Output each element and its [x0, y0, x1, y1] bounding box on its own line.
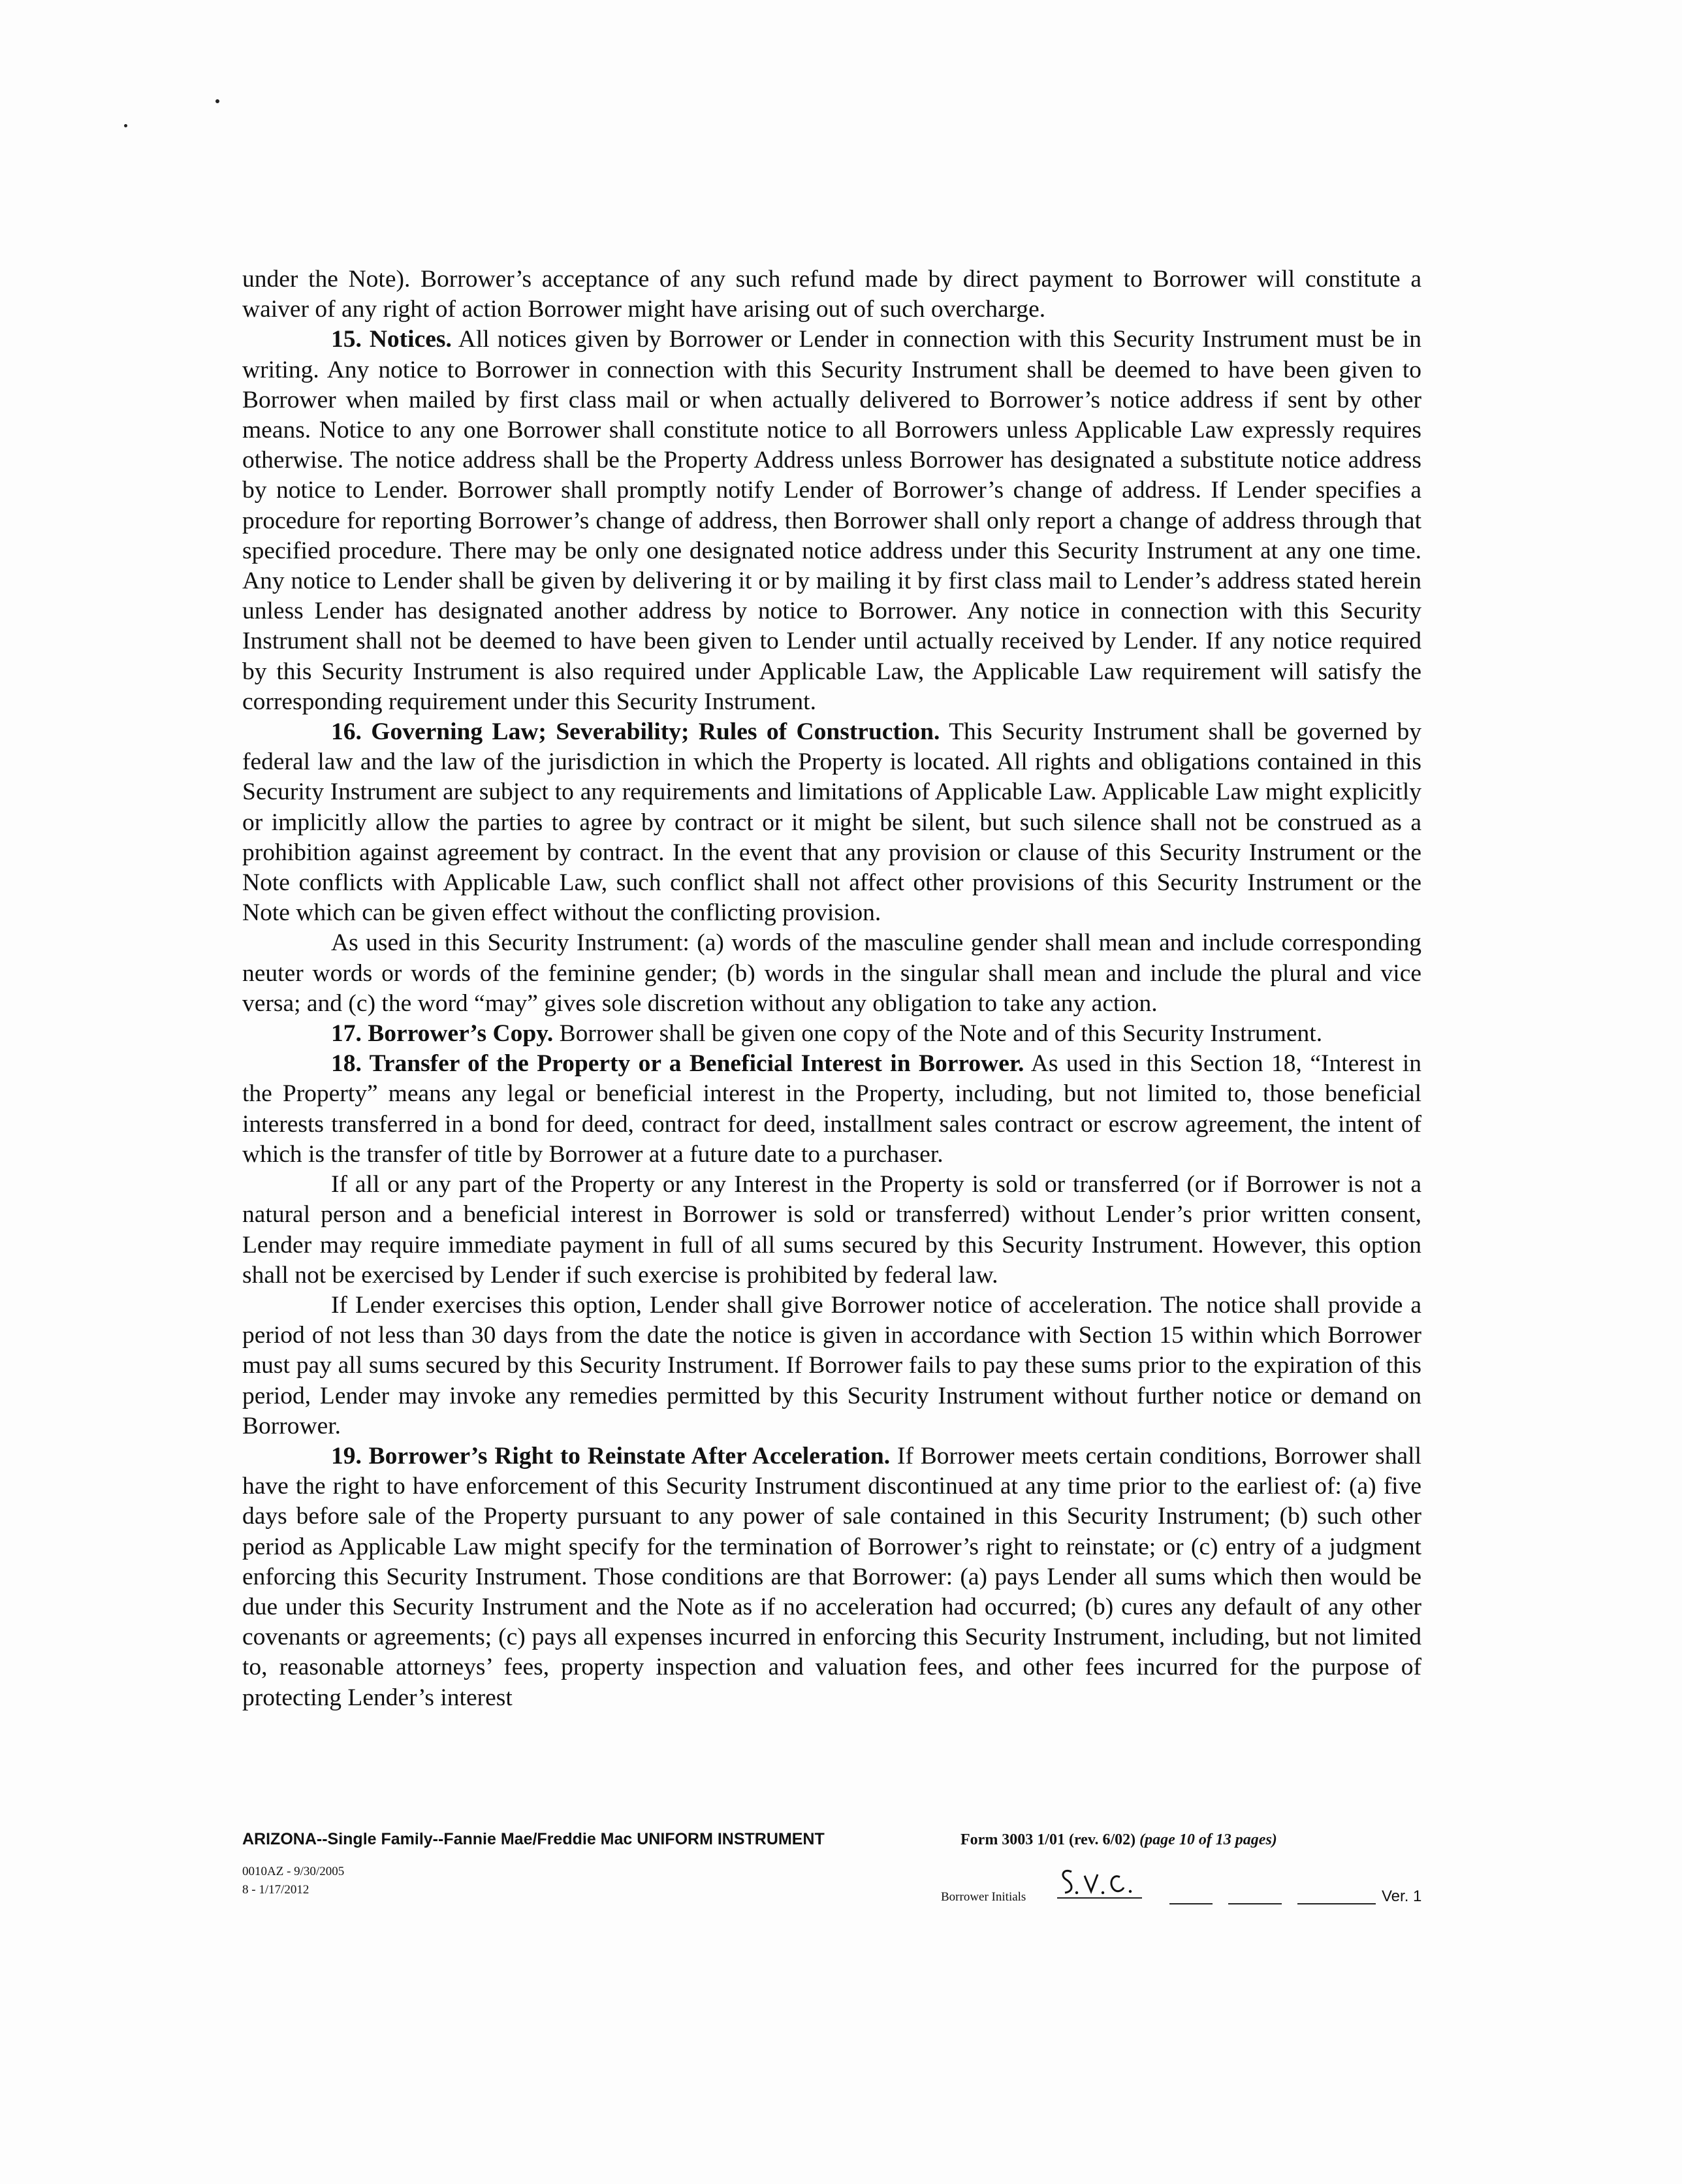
borrower-initials-row [941, 1868, 1424, 1907]
initials-blank [1297, 1903, 1376, 1904]
initials-blank [1169, 1903, 1213, 1904]
section-text: If Borrower meets certain conditions, Borrower shall have the right to have enforcement of this Security Instrument discontinued at any time prior to the earliest of: (a) five days before sale of the Property pursuant to any power of sale contained in this Security Instrument; (b) such other period as Applicable Law might specify for the termination of Borrower’s right to reinstate; or (c) entry of a judgment enforcing this Security Instrument. Those conditions are that Borrower: (a) pays Lender all sums which then would be due under this Security Instrument and the Note as if no acceleration had occurred; (b) cures any default of any other covenants or agreements; (c) pays all expenses incurred in enforcing this Security Instrument, including, but not limited to, reasonable attorneys’ fees, property inspection and valuation fees, and other fees incurred for the purpose of protecting Lender’s interest [242, 1442, 1421, 1711]
doc-date: 8 - 1/17/2012 [242, 1883, 309, 1897]
doc-code: 0010AZ - 9/30/2005 [242, 1865, 345, 1878]
document-codes [242, 1863, 344, 1899]
section-heading: 17. Borrower’s Copy. [331, 1020, 554, 1048]
initials-blank [1228, 1903, 1282, 1904]
section-15 [242, 325, 1421, 717]
section-18-continued: If all or any part of the Property or any Interest in the Property is sold or transferred (or if Borrower is not a natural person and a beneficial interest in Borrower is sold or transferred) without Lender’s prior written consent, Lender may require immediate payment in full of all sums secured by this Security Instrument. However, this option shall not be exercised by Lender if such exercise is prohibited by federal law. [242, 1171, 1421, 1289]
section-text: Borrower shall be given one copy of the Note and of this Security Instrument. [553, 1020, 1323, 1048]
form-info [960, 1831, 1277, 1849]
section-16-continued: As used in this Security Instrument: (a) words of the masculine gender shall mean and include corresponding neuter words or words of the feminine gender; (b) words in the singular shall mean and include the plural and vice versa; and (c) the word “may” gives sole discretion without any obligation to take any action. [242, 929, 1421, 1017]
version-label: Ver. 1 [1382, 1887, 1422, 1905]
section-heading: 16. Governing Law; Severability; Rules of Construction. [331, 718, 940, 746]
section-heading: 19. Borrower’s Right to Reinstate After Acceleration. [331, 1442, 891, 1469]
page-label: (page 10 of 13 pages) [1139, 1831, 1277, 1848]
section-17 [242, 1019, 1421, 1049]
handwritten-initials [1057, 1863, 1142, 1902]
section-19 [242, 1441, 1421, 1713]
intro-paragraph: under the Note). Borrower’s acceptance of any such refund made by direct payment to Borrower will constitute a waiver of any right of action Borrower might have arising out of such overcharge. [242, 266, 1421, 323]
section-heading: 18. Transfer of the Property or a Beneficial Interest in Borrower. [331, 1050, 1024, 1078]
section-16 [242, 717, 1421, 928]
footer-form-line [242, 1825, 1421, 1854]
scan-speck [124, 124, 127, 127]
section-18-continued-2: If Lender exercises this option, Lender shall give Borrower notice of acceleration. The notice shall provide a period of not less than 30 days from the date the notice is given in accordance with Section 15 within which Borrower must pay all sums secured by this Security Instrument. If Borrower fails to pay these sums prior to the expiration of this period, Lender may invoke any remedies permitted by this Security Instrument without further notice or demand on Borrower. [242, 1291, 1421, 1439]
scan-speck [215, 99, 219, 103]
initials-label: Borrower Initials [941, 1890, 1026, 1904]
instrument-title: ARIZONA--Single Family--Fannie Mae/Freddie Mac UNIFORM INSTRUMENT [242, 1830, 825, 1848]
section-text: As used in this Section 18, “Interest in the Property” means any legal or beneficial interest in the Property, including, but not limited to, those beneficial interests transferred in a bond for deed, contract for deed, installment sales contract or escrow agreement, the intent of which is the transfer of title by Borrower at a future date to a purchaser. [242, 1050, 1421, 1168]
form-number: Form 3003 1/01 (rev. 6/02) [960, 1831, 1136, 1848]
section-text: All notices given by Borrower or Lender in connection with this Security Instrument must be in writing. Any notice to Borrower in connection with this Security Instrument shall be deemed to have been given to Borrower when mailed by first class mail or when actually delivered to Borrower’s notice address if sent by other means. Notice to any one Borrower shall constitute notice to all Borrowers unless Applicable Law expressly requires otherwise. The notice address shall be the Property Address unless Borrower has designated a substitute notice address by notice to Lender. Borrower shall promptly notify Lender of Borrower’s change of address. If Lender specifies a procedure for reporting Borrower’s change of address, then Borrower shall only report a change of address through that specified procedure. There may be only one designated notice address under this Security Instrument at any one time. Any notice to Lender shall be given by delivering it or by mailing it by first class mail to Lender’s address stated herein unless Lender has designated another address by notice to Borrower. Any notice in connection with this Security Instrument shall not be deemed to have been given to Lender until actually received by Lender. If any notice required by this Security Instrument is also required under Applicable Law, the Applicable Law requirement will satisfy the corresponding requirement under this Security Instrument. [242, 326, 1421, 715]
page-footer [242, 1825, 1422, 1905]
section-text: This Security Instrument shall be governed by federal law and the law of the jurisdiction in which the Property is located. All rights and obligations contained in this Security Instrument are subject to any requirements and limitations of Applicable Law. Applicable Law might explicitly or implicitly allow the parties to agree by contract or it might be silent, but such silence shall not be construed as a prohibition against agreement by contract. In the event that any provision or clause of this Security Instrument or the Note conflicts with Applicable Law, such conflict shall not affect other provisions of this Security Instrument or the Note which can be given effect without the conflicting provision. [242, 718, 1421, 927]
section-heading: 15. Notices. [331, 326, 452, 353]
document-body [242, 265, 1421, 1713]
section-18 [242, 1049, 1421, 1170]
